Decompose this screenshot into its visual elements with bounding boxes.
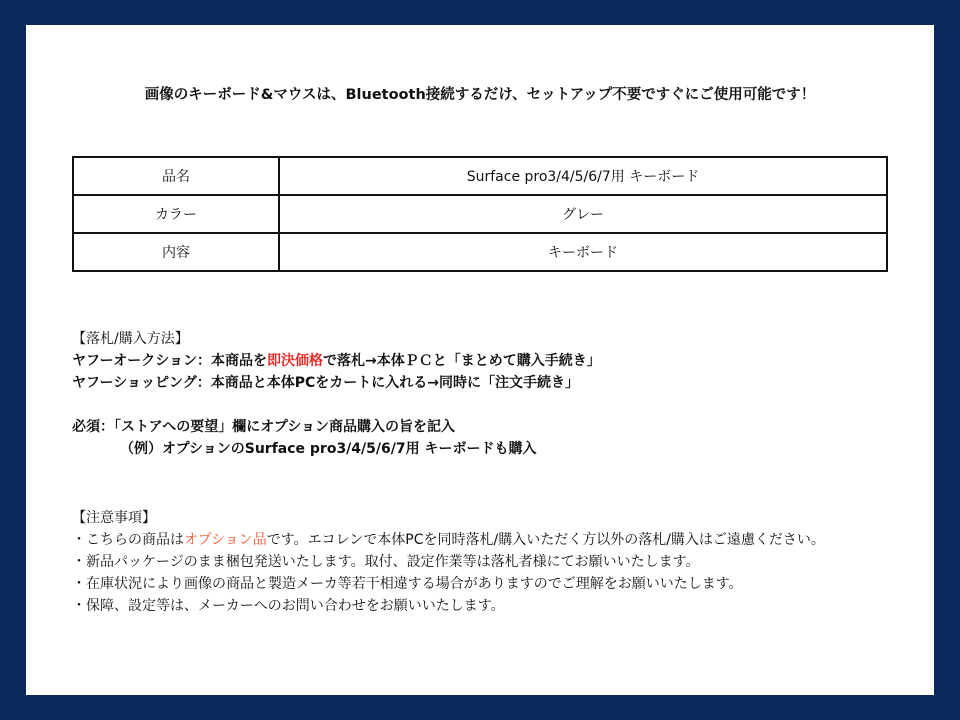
yahoo-auction-line: [72, 350, 601, 372]
option-highlight: オプション品: [184, 532, 267, 548]
table-row: [73, 157, 887, 195]
note-item: [72, 529, 884, 551]
row-label: 品名: [73, 157, 279, 195]
purchase-section: [72, 328, 601, 460]
required-line: 必須：「ストアへの要望」欄にオプション商品購入の旨を記入: [72, 419, 456, 435]
row-value: グレー: [279, 195, 887, 233]
row-value: Surface pro3/4/5/6/7用 キーボード: [279, 157, 887, 195]
table-row: [73, 233, 887, 271]
page: [26, 25, 934, 695]
text: で落札→本体ＰＣと「まとめて購入手続き」: [323, 353, 601, 369]
table-row: [73, 195, 887, 233]
notes-heading: 【注意事項】: [72, 510, 156, 526]
instant-price-highlight: 即決価格: [267, 353, 324, 369]
note-item: ・保障、設定等は、メーカーへのお問い合わせをお願いいたします。: [72, 598, 505, 614]
note-item: ・新品パッケージのまま梱包発送いたします。取付、設定作業等は落札者様にてお願いいたします。: [72, 554, 700, 570]
row-value: キーボード: [279, 233, 887, 271]
note-item: ・在庫状況により画像の商品と製造メーカ等若干相違する場合がありますのでご理解をお願いいたします。: [72, 576, 743, 592]
headline: 画像のキーボード&マウスは、Bluetooth接続するだけ、セットアップ不要ですぐにご使用可能です！: [144, 87, 816, 103]
row-label: カラー: [73, 195, 279, 233]
text: です。エコレンで本体PCを同時落札/購入いただく方以外の落札/購入はご遠慮ください。: [266, 532, 825, 548]
row-label: 内容: [73, 233, 279, 271]
example-line: （例）オプションのSurface pro3/4/5/6/7用 キーボードも購入: [120, 441, 537, 457]
yahoo-shopping-line: ヤフーショッピング：本商品と本体PCをカートに入れる→同時に「注文手続き」: [72, 375, 580, 391]
purchase-heading: 【落札/購入方法】: [72, 331, 189, 347]
spec-table: [72, 156, 888, 272]
notes-section: [72, 507, 884, 617]
text: ヤフーオークション：本商品を: [72, 353, 268, 369]
text: ・こちらの商品は: [72, 532, 184, 548]
